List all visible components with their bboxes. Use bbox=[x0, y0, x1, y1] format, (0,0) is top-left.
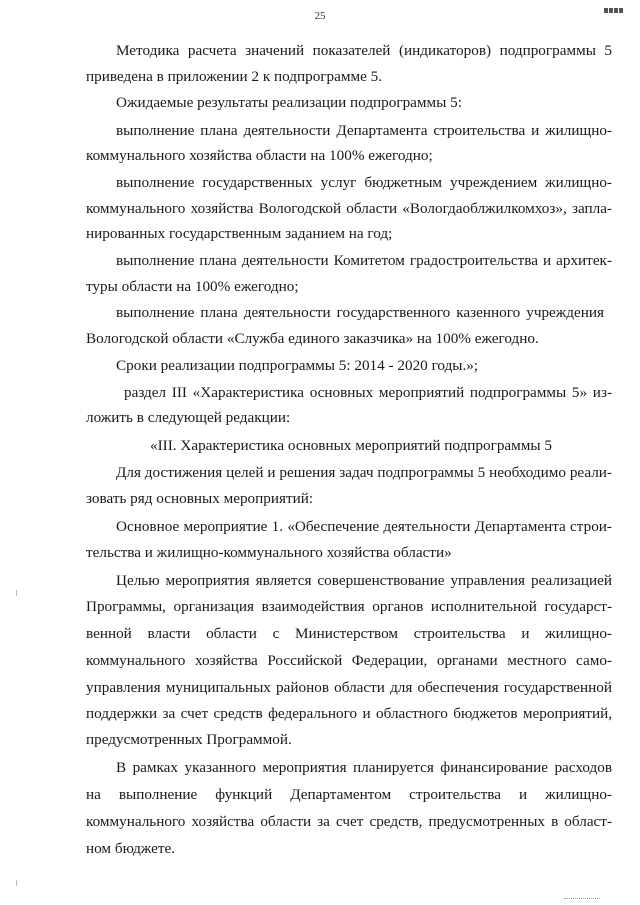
page-number: 25 bbox=[314, 10, 326, 22]
text-line: тельства и жилищно-коммунального хозяйства области» bbox=[86, 544, 452, 561]
section-heading: «III. Характеристика основных мероприятий подпрограммы 5 bbox=[150, 437, 552, 454]
text-line: выполнение плана деятельности государственного казенного учреждения bbox=[116, 304, 604, 321]
text-line: венной власти области с Министерством строительства и жилищно- bbox=[86, 625, 612, 642]
text-line: Сроки реализации подпрограммы 5: 2014 - 2020 годы.»; bbox=[116, 357, 479, 374]
scan-corner-mark bbox=[604, 0, 632, 6]
text-line: Ожидаемые результаты реализации подпрограммы 5: bbox=[116, 94, 462, 111]
scan-speck bbox=[16, 880, 17, 886]
text-line: выполнение плана деятельности Комитетом градостроительства и архитек- bbox=[116, 252, 612, 269]
text-line: туры области на 100% ежегодно; bbox=[86, 278, 299, 295]
text-line: коммунального хозяйства области за счет средств, предусмотренных в област- bbox=[86, 813, 612, 830]
text-line: нированных государственным заданием на год; bbox=[86, 225, 393, 242]
text-line: на выполнение функций Департаментом строительства и жилищно- bbox=[86, 786, 612, 803]
text-line: Целью мероприятия является совершенствование управления реализацией bbox=[116, 572, 612, 589]
text-line: приведена в приложении 2 к подпрограмме 5. bbox=[86, 68, 383, 85]
text-line: В рамках указанного мероприятия планируется финансирование расходов bbox=[116, 759, 612, 776]
text-line: Вологодской области «Служба единого заказчика» на 100% ежегодно. bbox=[86, 330, 539, 347]
text-line: Программы, организация взаимодействия органов исполнительной государст- bbox=[86, 598, 612, 615]
text-line: Основное мероприятие 1. «Обеспечение деятельности Департамента строи- bbox=[116, 518, 612, 535]
text-line: коммунального хозяйства Российской Федерации, органами местного само- bbox=[86, 652, 612, 669]
text-line: Методика расчета значений показателей (индикаторов) подпрограммы 5 bbox=[116, 42, 612, 59]
text-line: поддержки за счет средств федерального и областного бюджетов мероприятий, bbox=[86, 705, 612, 722]
text-line: ном бюджете. bbox=[86, 840, 176, 857]
text-line: управления муниципальных районов области для обеспечения государственной bbox=[86, 679, 612, 696]
scan-speck bbox=[16, 590, 17, 596]
text-line: Для достижения целей и решения задач подпрограммы 5 необходимо реали- bbox=[116, 464, 612, 481]
text-line: ложить в следующей редакции: bbox=[86, 409, 291, 426]
scan-bottom-mark bbox=[564, 898, 600, 899]
text-line: коммунального хозяйства области на 100% ежегодно; bbox=[86, 147, 433, 164]
text-line: раздел III «Характеристика основных мероприятий подпрограммы 5» из- bbox=[124, 384, 612, 401]
text-line: зовать ряд основных мероприятий: bbox=[86, 490, 314, 507]
text-line: выполнение государственных услуг бюджетным учреждением жилищно- bbox=[116, 174, 612, 191]
text-line: предусмотренных Программой. bbox=[86, 731, 292, 748]
text-line: коммунального хозяйства Вологодской области «Вологдаоблжилкомхоз», запла- bbox=[86, 200, 612, 217]
text-line: выполнение плана деятельности Департамента строительства и жилищно- bbox=[116, 122, 612, 139]
